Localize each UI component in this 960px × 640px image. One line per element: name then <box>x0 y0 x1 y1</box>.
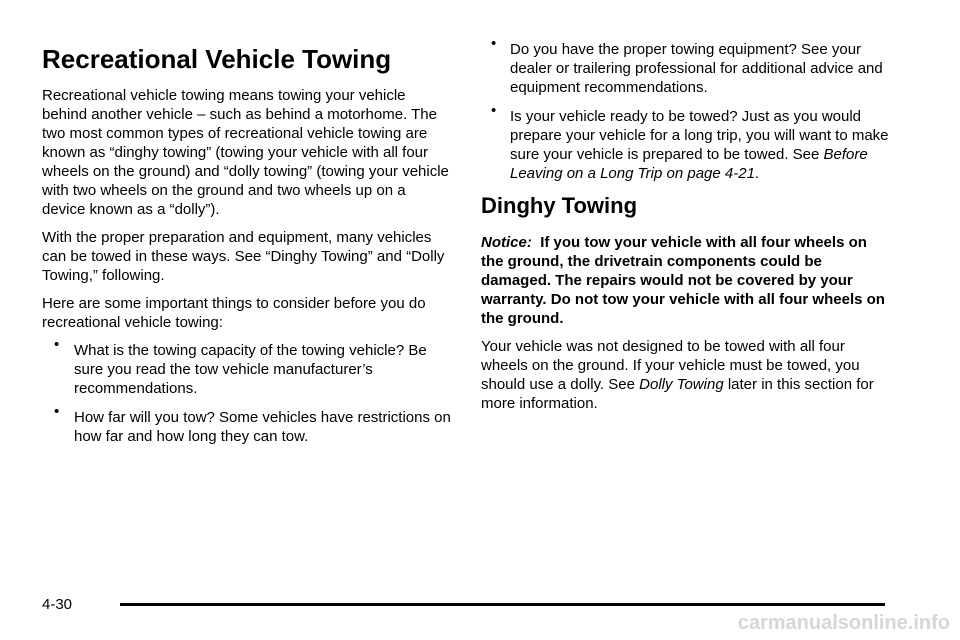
list-item-text: What is the towing capacity of the towing vehicle? Be sure you read the tow vehicle manufacturer’s recommendations. <box>74 342 427 397</box>
bullet-icon: • <box>491 102 497 119</box>
page-number: 4-30 <box>42 596 73 613</box>
watermark: carmanualsonline.info <box>737 612 950 634</box>
dinghy-paragraph-text: Your vehicle was not designed to be towed with all four wheels on the ground. If your vehicle must be towed, you should use a dolly. See <box>481 338 860 393</box>
cross-reference-link[interactable]: Before Leaving on a Long Trip on page 4-21 <box>510 146 868 182</box>
list-item <box>42 403 452 446</box>
left-column <box>42 40 452 456</box>
list-item <box>481 102 891 183</box>
dinghy-paragraph-tail: later in this section for more information. <box>481 376 874 412</box>
dinghy-towing-heading: Dinghy Towing <box>481 193 638 218</box>
footer-rule <box>120 603 885 606</box>
intro-paragraph: Recreational vehicle towing means towing your vehicle behind another vehicle – such as behind a motorhome. The two most common types of recreational vehicle towing are known as “dinghy towing” (towing your vehicle with all four wheels on the ground) and “dolly towing” (towing your vehicle with two wheels on the ground and two wheels up on a device known as a “dolly”). <box>42 87 449 218</box>
right-column <box>481 35 891 422</box>
bullet-icon: • <box>54 403 60 420</box>
preparation-paragraph: With the proper preparation and equipment, many vehicles can be towed in these ways. See “Dinghy Towing” and “Dolly Towing,” following. <box>42 229 445 284</box>
list-item-text: How far will you tow? Some vehicles have restrictions on how far and how long they can tow. <box>74 409 451 445</box>
period: . <box>754 165 760 182</box>
bullet-icon: • <box>54 336 60 353</box>
dolly-towing-link[interactable]: Dolly Towing <box>639 376 724 393</box>
notice-block <box>481 233 891 328</box>
section-title: Recreational Vehicle Towing <box>42 44 392 74</box>
considerations-list-continued <box>481 35 891 183</box>
notice-label: Notice: <box>481 234 532 251</box>
considerations-paragraph: Here are some important things to consider before you do recreational vehicle towing: <box>42 295 426 331</box>
bullet-icon: • <box>491 35 497 52</box>
list-item-text: Do you have the proper towing equipment? See your dealer or trailering professional for additional advice and equipment recommendations. <box>510 41 883 96</box>
dinghy-paragraph <box>481 337 891 413</box>
list-item <box>42 336 452 398</box>
list-item <box>481 35 891 97</box>
considerations-list <box>42 336 452 446</box>
notice-text: If you tow your vehicle with all four wheels on the ground, the drivetrain components could be damaged. The repairs would not be covered by your warranty. Do not tow your vehicle with all four wheels on the ground. <box>481 234 885 327</box>
list-item-text: Is your vehicle ready to be towed? Just as you would prepare your vehicle for a long trip, you will want to make sure your vehicle is prepared to be towed. See <box>510 108 889 163</box>
